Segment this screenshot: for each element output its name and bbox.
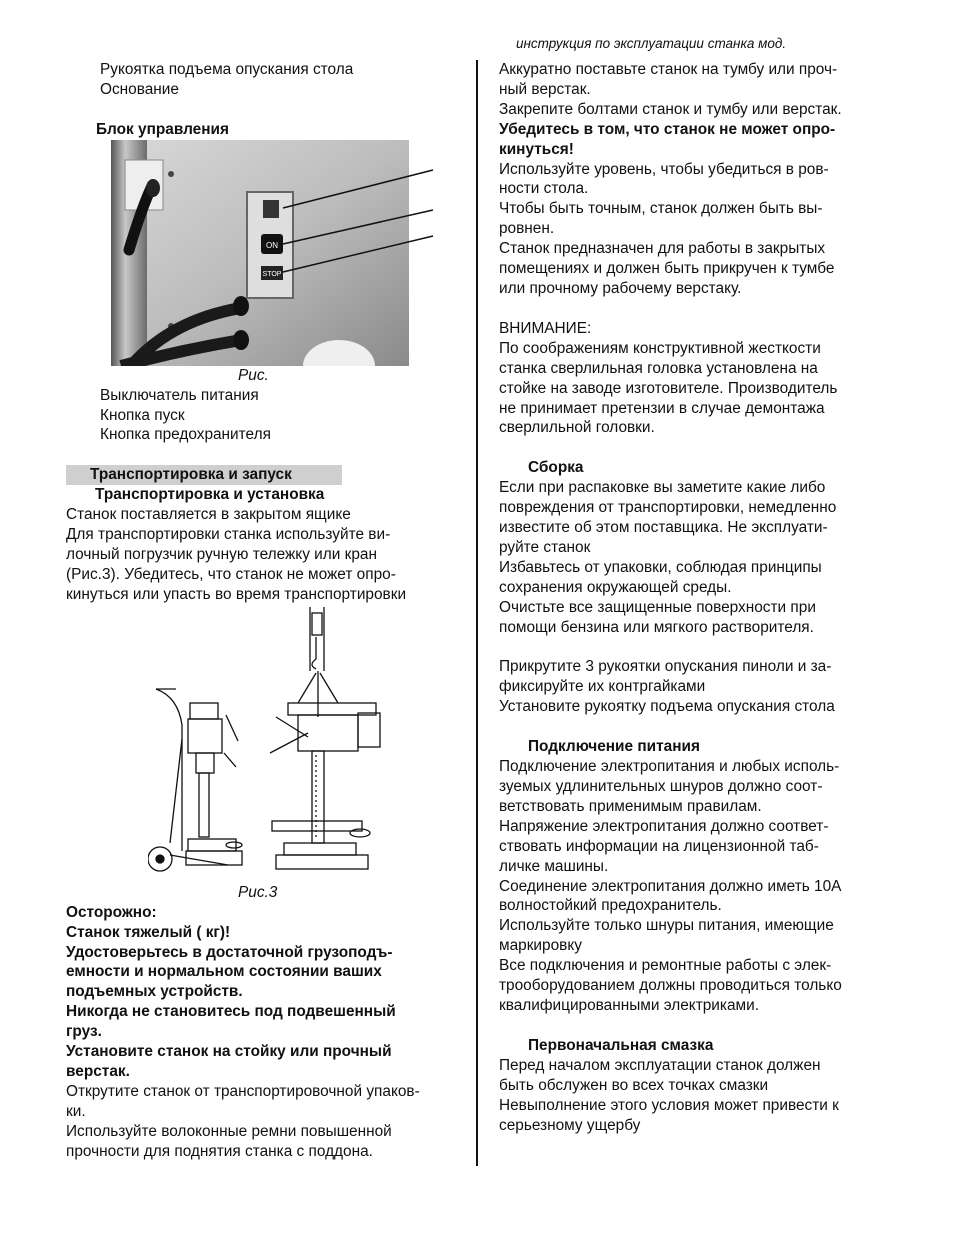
text-line: станка сверлильная головка установлена на [499, 359, 818, 377]
text-line: фиксируйте их контргайками [499, 678, 706, 696]
text-line: не принимает претензии в случае демонтажа [499, 399, 825, 417]
figure-caption-3: Рис.3 [238, 883, 278, 901]
text-line: Используйте только шнуры питания, имеющие [499, 917, 834, 935]
left-column [66, 60, 466, 1161]
text-line: Закрепите болтами станок и тумбу или верстак. [499, 100, 842, 118]
text-line-bold: кинуться! [499, 140, 574, 158]
control-panel-photo-image [111, 140, 441, 366]
warning-line: груз. [66, 1023, 102, 1041]
warning-line: Никогда не становитесь под подвешенный [66, 1003, 396, 1021]
column-divider [476, 60, 478, 1166]
text-line: повреждения от транспортировки, немедленно [499, 499, 837, 517]
text-line: серьезному ущербу [499, 1116, 641, 1134]
text-line: Аккуратно поставьте станок на тумбу или проч- [499, 61, 838, 78]
text-line: ветствовать применимым правилам. [499, 797, 762, 815]
text-line: Чтобы быть точным, станок должен быть вы- [499, 200, 823, 218]
text-line: стойке на заводе изготовителе. Производитель [499, 379, 838, 397]
text-line: Очистьте все защищенные поверхности при [499, 598, 816, 616]
text-line: помещениях и должен быть прикручен к тумбе [499, 260, 835, 278]
control-panel-photo [111, 140, 409, 366]
warning-line: емности и нормальном состоянии ваших [66, 963, 382, 981]
text-line: волностойкий предохранитель. [499, 897, 722, 915]
text-line: помощи бензина или мягкого растворителя. [499, 618, 814, 636]
text-line: прочности для поднятия станка с поддона. [66, 1142, 373, 1160]
text-line: Невыполнение этого условия может привести к [499, 1096, 839, 1114]
warning-line: Осторожно: [66, 903, 157, 921]
text-line: ровнен. [499, 220, 555, 238]
right-column [499, 60, 899, 1135]
text-line: Станок поставляется в закрытом ящике [66, 506, 351, 524]
text-line: зуемых удлинительных шнуров должно соот- [499, 778, 823, 795]
text-line: Соединение электропитания должно иметь 10А [499, 877, 842, 895]
text-line: руйте станок [499, 538, 591, 556]
text-line: личке машины. [499, 857, 609, 875]
assembly-title: Сборка [528, 459, 584, 477]
text-line: Напряжение электропитания должно соответ- [499, 817, 829, 835]
attention-title: ВНИМАНИЕ: [499, 319, 592, 337]
text-line: сверлильной головки. [499, 419, 655, 437]
text-line: Все подключения и ремонтные работы с элек- [499, 957, 832, 975]
text-line: Открутите станок от транспортировочной упаков- [66, 1082, 420, 1100]
list-item: Кнопка предохранителя [100, 426, 271, 444]
section-title: Транспортировка и запуск [66, 465, 342, 485]
text-line: ствовать информации на лицензионной таб- [499, 837, 819, 855]
text-line: Станок предназначен для работы в закрытых [499, 240, 826, 258]
text-line: Прикрутите 3 рукоятки опускания пиноли и за- [499, 658, 832, 676]
header-title: инструкция по эксплуатации станка мод. [516, 36, 787, 51]
list-item: Основание [100, 80, 179, 98]
text-line: лочный погрузчик ручную тележку или кран [66, 546, 377, 564]
warning-line: верстак. [66, 1062, 130, 1080]
warning-line: Установите станок на стойку или прочный [66, 1043, 392, 1061]
text-line-bold: Убедитесь в том, что станок не может опро- [499, 120, 836, 138]
transport-figure [148, 607, 388, 883]
figure-caption: Рис. [238, 366, 269, 384]
list-item: Кнопка пуск [100, 406, 185, 424]
text-line: ки. [66, 1102, 86, 1120]
list-item: Рукоятка подъема опускания стола [100, 61, 354, 78]
stop-label: STOP [262, 270, 282, 278]
text-line: сохранения окружающей среды. [499, 578, 732, 596]
text-line: Если при распаковке вы заметите какие либо [499, 479, 826, 497]
warning-line: подъемных устройств. [66, 983, 243, 1001]
text-line: Установите рукоятку подъема опускания стола [499, 698, 835, 716]
text-line: Перед началом эксплуатации станок должен [499, 1056, 821, 1074]
text-line: Подключение электропитания и любых исполь- [499, 758, 840, 776]
text-line: быть обслужен во всех точках смазки [499, 1076, 769, 1094]
subsection-title: Транспортировка и установка [95, 486, 325, 504]
text-line: ности стола. [499, 180, 589, 198]
warning-line: Удостоверьтесь в достаточной грузоподъ- [66, 943, 393, 961]
warning-line: Станок тяжелый ( кг)! [66, 923, 231, 941]
list-item: Выключатель питания [100, 386, 259, 404]
control-heading: Блок управления [96, 120, 229, 138]
text-line: (Рис.3). Убедитесь, что станок не может опро- [66, 565, 396, 583]
text-line: известите об этом поставщика. Не эксплуати- [499, 519, 828, 537]
text-line: маркировку [499, 937, 582, 955]
transport-figure-image [148, 607, 388, 883]
text-line: квалифицированными электриками. [499, 996, 759, 1014]
text-line: Для транспортировки станка используйте ви- [66, 526, 391, 544]
text-line: или прочному рабочему верстаку. [499, 279, 742, 297]
on-label: ON [266, 240, 278, 250]
text-line: Избавьтесь от упаковки, соблюдая принципы [499, 558, 822, 576]
text-line: Используйте уровень, чтобы убедиться в ров- [499, 160, 829, 178]
text-line: Используйте волоконные ремни повышенной [66, 1122, 392, 1140]
power-title: Подключение питания [528, 738, 700, 756]
text-line: ный верстак. [499, 80, 591, 98]
lubrication-title: Первоначальная смазка [528, 1036, 714, 1054]
text-line: кинуться или упасть во время транспортировки [66, 585, 407, 603]
text-line: По соображениям конструктивной жесткости [499, 339, 821, 357]
text-line: трооборудованием должны проводиться только [499, 977, 842, 995]
